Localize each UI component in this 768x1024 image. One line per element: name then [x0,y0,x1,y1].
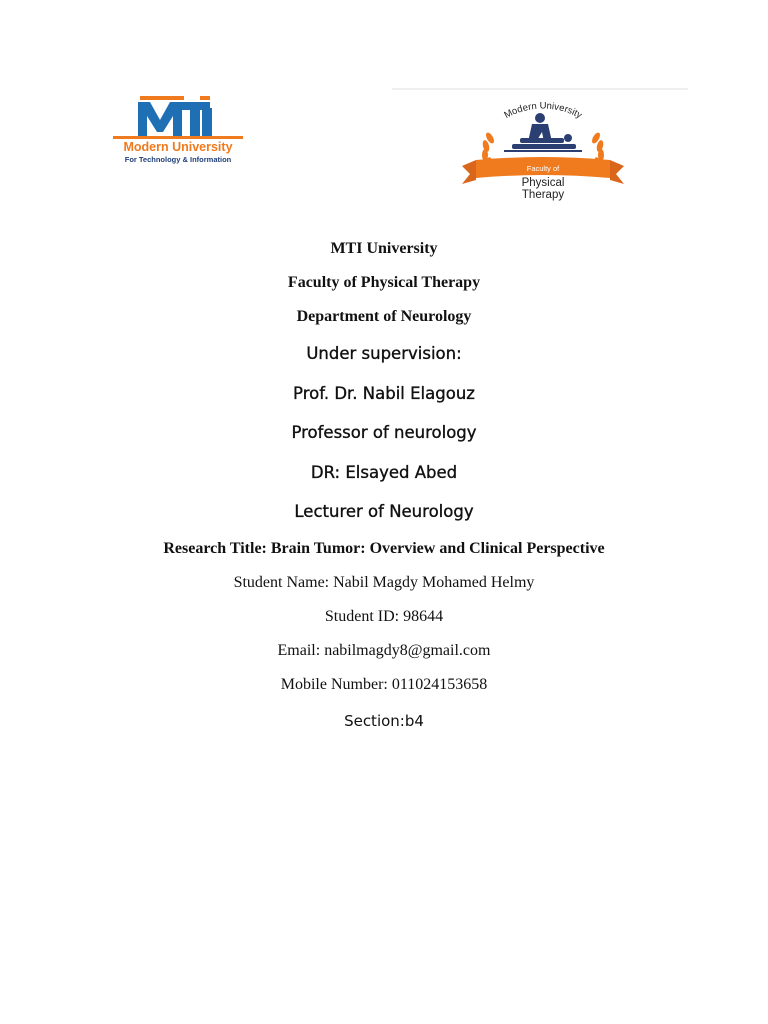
logo-line1: Physical [521,177,565,189]
faculty-name: Faculty of Physical Therapy [287,274,481,291]
university-name: MTI University [330,240,438,257]
physical-therapy-logo [392,88,688,208]
student-email: Email: nabilmagdy8@gmail.com [277,642,491,659]
supervisor-2-title: Lecturer of Neurology [294,502,474,521]
mti-logo-line1: Modern University [123,140,233,154]
student-id: Student ID: 98644 [324,608,444,625]
mobile-number: Mobile Number: 011024153658 [280,676,488,693]
supervisor-2-name: DR: Elsayed Abed [310,463,458,482]
logo-ribbon-text: Faculty of [526,164,560,173]
department-name: Department of Neurology [296,308,472,325]
logo-line2: Therapy [521,189,565,201]
research-title: Research Title: Brain Tumor: Overview and Clinical Perspective [163,540,605,557]
mti-logo-line2: For Technology & Information [124,155,232,164]
therapist-icon [504,113,582,152]
student-name: Student Name: Nabil Magdy Mohamed Helmy [233,574,535,591]
supervisor-1-title: Professor of neurology [291,423,477,442]
supervision-heading: Under supervision: [306,344,462,363]
section: Section:b4 [344,712,424,730]
logo-arc-text: Modern University [502,100,584,122]
supervisor-1-name: Prof. Dr. Nabil Elagouz [293,384,475,403]
mti-logo [110,92,246,170]
